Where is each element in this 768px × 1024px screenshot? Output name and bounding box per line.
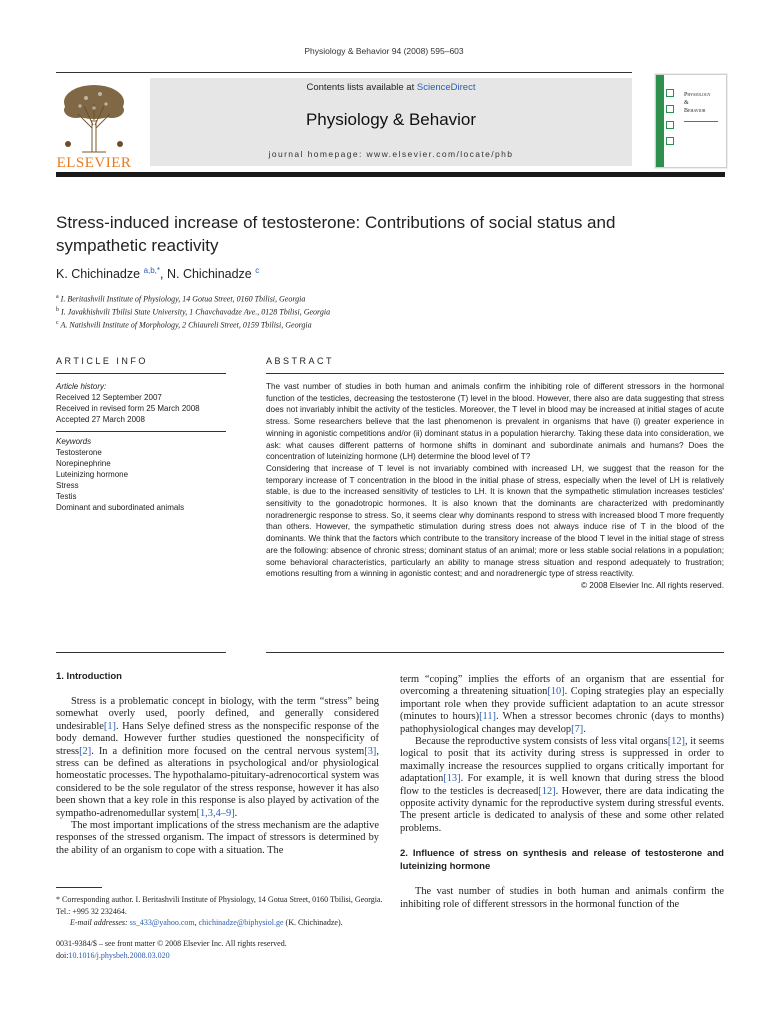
affiliation: $^c$ A. Natishvili Institute of Morphology, 2 Chiaureli Street, 0159 Tbilisi, Georgia (56, 320, 312, 330)
affiliations (56, 292, 330, 331)
doi-link[interactable]: 10.1016/j.physbeh.2008.03.020 (68, 951, 170, 960)
doi-line: doi:10.1016/j.physbeh.2008.03.020 (56, 951, 170, 960)
contents-prefix: Contents lists available at (306, 82, 417, 93)
article-info-heading: ARTICLE INFO (56, 356, 148, 366)
journal-title: Physiology & Behavior (305, 110, 477, 129)
citation-link[interactable]: [11] (479, 711, 496, 723)
abstract-paragraph: Considering that increase of T level is not invariably combined with increased LH, we suggest that the reason for the temporary increase of T concentration in the blood in the initial phase of stress, especially when the level of LH is relatively stable, is due to the increased sensitivity of testicles to LH. It is known that the sympathetic stimulation increases testicles' sensitivity to the gonadotropic hormones. It is also known that the dominants are characterized with predominantly noradrenergic response to stress. So, it seems clear why dominants respond to stress with increased blood T more frequently than others. However, the sympathetic stimulation during stress does not always induce rise of T in the blood of the dominants. We think that the factors which contribute to the transitory increase of the blood T level in the initial stage of stress are the following: absence of chronic stress; dominant status of an animal; more or less stable social relations in a population; some behavioral characteristics, particularly an ability to manage stress situation and respond adequately to frustration; emotions resulting from a winning in agonistic contest; and and noradrenergic type of stress reactivity. (266, 463, 724, 579)
keyword: Testis (56, 492, 77, 501)
citation-link[interactable]: [10] (547, 686, 565, 698)
affiliation: $^a$ I. Beritashvili Institute of Physiology, 14 Gotua Street, 0160 Tbilisi, Georgia (56, 294, 306, 304)
citation-link[interactable]: [1,3,4–9] (196, 807, 235, 819)
history-item: Received in revised form 25 March 2008 (56, 404, 200, 413)
abstract-paragraph: The vast number of studies in both human and animals confirm the inhibiting role of different stressors in the hormonal function of the testicles, decreasing the testosterone (T) level in the blood. However, there also are data suggesting that stress does not invariably inhibit the activity of the testicles. Moreover, the T level in blood may be increased at initial stages of acute stress. Some researchers believe that the last phenomenon is prevalent in organisms that have (i) greater experience in winning in agonistic competitions and/or (ii) dominant status in a population hierarchy. Taking these data into consideration, we ask: what causes different patterns of hormone shifts in dominant and subordinate animals and humans? Does the concentration of luteinizing hormone (LH) determine the blood level of T? (266, 382, 724, 462)
article-info-rule (56, 373, 226, 374)
body-paragraph: Because the reproductive system consists of less vital organs[12], it seems logical to posit that its activity during stress is suppressed in order to maximally increase the resources supplied to organs critically important for adaptation[13]. For example, it is well known that during stress the blood flow to the testicles is decreased[12]. However, there are data indicating the opposite activity dynamic for the reproductive system during stressful events. The present article is dedicated to analysis of these and some other related problems. (400, 736, 725, 834)
body-paragraph: The vast number of studies in both human and animals confirm the inhibiting role of different stressors in the hormonal function of the (400, 886, 724, 910)
contents-line (150, 82, 632, 93)
corresponding-author-note: * Corresponding author. I. Beritashvili Institute of Physiology, 14 Gotua Street, 0160 Tbilisi, Georgia. Tel.: +995 32 232464. (56, 895, 383, 916)
footnote-rule (56, 887, 102, 888)
citation-link[interactable]: [12] (538, 785, 556, 797)
abstract-bottom-rule (266, 652, 724, 653)
abstract-body (266, 381, 724, 592)
author-affiliation-marker[interactable]: a,b,* (143, 266, 161, 275)
history-item: Accepted 27 March 2008 (56, 415, 145, 424)
keyword: Luteinizing hormone (56, 470, 129, 479)
cover-line (684, 121, 718, 122)
copyright-notice: © 2008 Elsevier Inc. All rights reserved. (580, 580, 724, 590)
history-label: Article history: (56, 382, 107, 391)
affiliation: $^b$ I. Javakhishvili Tbilisi State University, 1 Chavchavadze Ave., 0128 Tbilisi, Georgia (56, 307, 331, 317)
footnote (56, 894, 386, 929)
email-link[interactable]: chichinadze@biphysiol.ge (198, 918, 284, 927)
citation-link[interactable]: [7] (571, 723, 584, 735)
abstract-rule (266, 373, 724, 374)
email-line: E-mail addresses: ss_433@yahoo.com, chichinadze@biphysiol.ge (K. Chichinadze). (70, 918, 343, 927)
body-left-column (56, 670, 379, 857)
citation-link[interactable]: [3] (364, 745, 377, 757)
citation-link[interactable]: [13] (443, 773, 461, 785)
elsevier-wordmark: ELSEVIER (56, 155, 132, 171)
keywords-label: Keywords (56, 437, 92, 446)
article-title: Stress-induced increase of testosterone: Contributions of social status and sympathetic reactivity (56, 213, 616, 255)
section-heading: 2. Influence of stress on synthesis and release of testosterone and luteinizing hormone (400, 848, 724, 873)
article-info (56, 381, 226, 513)
elsevier-logo (56, 80, 132, 172)
info-divider (56, 431, 226, 432)
sciencedirect-link[interactable]: ScienceDirect (416, 82, 476, 93)
email-link[interactable]: ss_433@yahoo.com (129, 918, 195, 927)
citation-link[interactable]: [12] (667, 736, 686, 748)
author-name: K. Chichinadze (56, 267, 141, 282)
journal-homepage[interactable]: journal homepage: www.elsevier.com/locate/phb (268, 149, 514, 159)
keyword: Dominant and subordinated animals (56, 503, 185, 512)
body-paragraph: The most important implications of the stress mechanism are the adaptive responses of the stressed organism. The impact of stressors is determined by the ability of an organism to cope with a situation. The (56, 820, 379, 856)
masthead-rule (56, 172, 725, 177)
abstract-heading: ABSTRACT (266, 356, 335, 366)
journal-cover-thumbnail (655, 74, 727, 168)
issn-line: 0031-9384/$ – see front matter © 2008 Elsevier Inc. All rights reserved. (56, 939, 287, 948)
author-list: K. Chichinadze $^{a,b,*}$, N. Chichinadze $^c$ (56, 266, 260, 282)
cover-square (666, 137, 674, 145)
citation-link[interactable]: [1] (103, 720, 117, 732)
keyword: Norepinephrine (56, 459, 111, 468)
section-heading: 1. Introduction (56, 671, 122, 682)
running-head: Physiology & Behavior 94 (2008) 595–603 (304, 46, 464, 56)
author-name: N. Chichinadze (166, 267, 252, 282)
abstract-bottom-rule (56, 652, 226, 653)
body-right-column (400, 674, 724, 911)
header-rule (56, 72, 632, 73)
journal-masthead (150, 78, 632, 166)
history-item: Received 12 September 2007 (56, 393, 162, 402)
cover-square (666, 121, 674, 129)
body-paragraph: term “coping” implies the efforts of an organism that are essential for overcoming a threatening situation[10]. Coping strategies play an especially important role when they provide sufficient adaptation to an acute stressor (minutes to hours)[11]. When a stressor becomes chronic (days to months) pathophysiological changes may develop[7]. (400, 674, 724, 735)
cover-square (666, 105, 674, 113)
author-affiliation-marker[interactable]: c (255, 266, 260, 275)
tree-icon (56, 80, 132, 154)
cover-stripe (656, 75, 664, 167)
keyword: Testosterone (56, 448, 102, 457)
citation-link[interactable]: [2] (79, 745, 92, 757)
keyword: Stress (56, 481, 79, 490)
cover-square (666, 89, 674, 97)
body-paragraph: Stress is a problematic concept in biology, with the term “stress” being somewhat overly used, poorly defined, and generally considered undesirable[1]. Hans Selye defined stress as the nonspecific response of the body demand. However further studies questioned the nonspecificity of stress[2]. In a definition more focused on the central nervous system[3], stress can be defined as alterations in psychological and/or physiological homeostatic processes. The hypothalamo-pituitary-adrenocortical system was considered to be the sole regulator of the stress response, however it has also been shown that a key role in this response is also played by activation of the sympatho-adrenomedullar system[1,3,4–9]. (56, 696, 379, 819)
cover-title: Physiology & Behavior (684, 92, 711, 114)
front-matter (56, 938, 287, 962)
